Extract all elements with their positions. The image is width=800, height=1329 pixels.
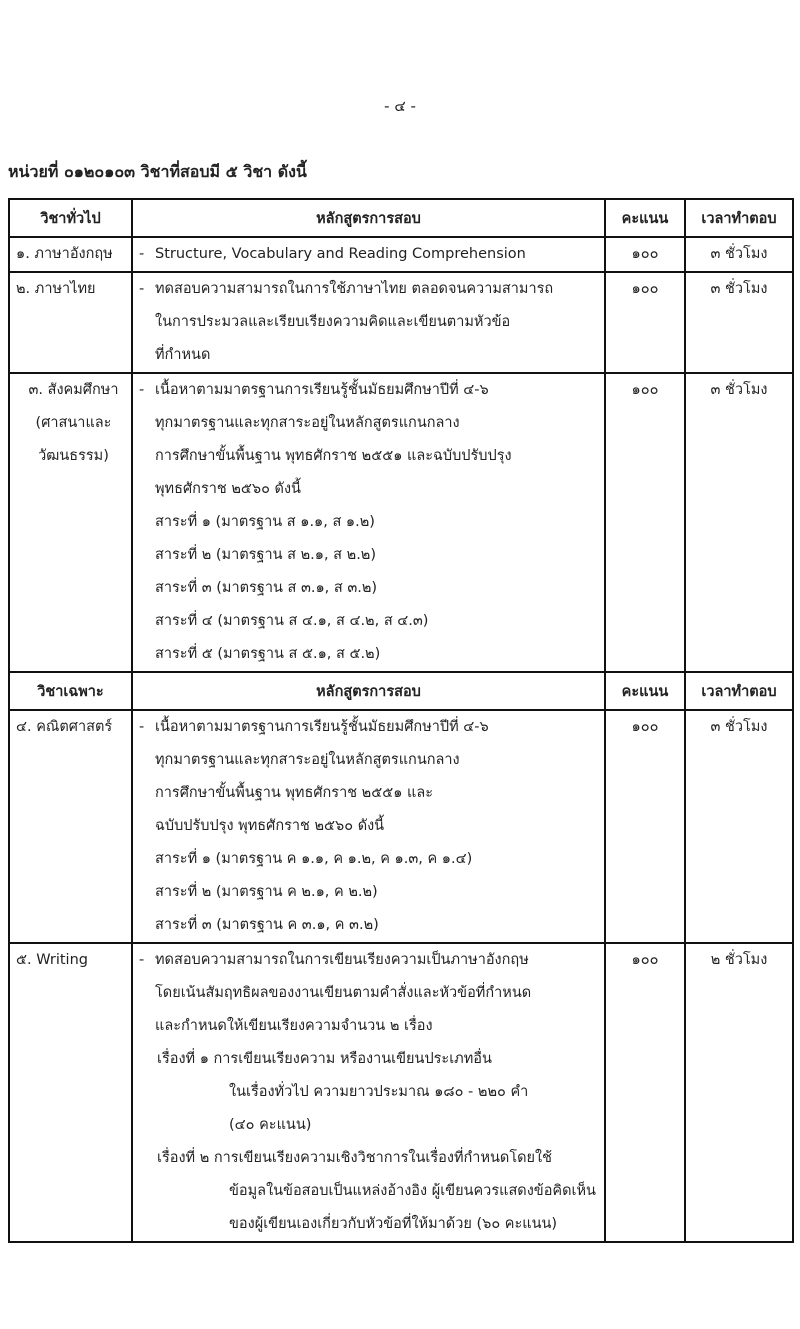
curriculum-line: ฉบับปรับปรุง พุทธศักราช ๒๕๖๐ ดังนี้ xyxy=(155,818,385,834)
curriculum-line: พุทธศักราช ๒๕๖๐ ดังนี้ xyxy=(155,481,301,497)
curriculum-line: สาระที่ ๒ (มาตรฐาน ส ๒.๑, ส ๒.๒) xyxy=(155,547,377,563)
score-cell xyxy=(605,710,685,943)
header-subject: วิชาทั่วไป xyxy=(9,199,132,237)
page-number: - ๔ - xyxy=(384,97,416,115)
score-value: ๑๐๐ xyxy=(631,382,659,398)
exam-table xyxy=(8,198,794,1243)
time-cell xyxy=(685,272,793,373)
curriculum-cell xyxy=(132,710,605,943)
table-row xyxy=(9,943,793,1242)
subject-name: วัฒนธรรม) xyxy=(38,448,109,464)
time-value: ๓ ชั่วโมง xyxy=(710,246,768,262)
score-value: ๑๐๐ xyxy=(631,281,659,297)
header-curriculum: หลักสูตรการสอบ xyxy=(132,199,605,237)
time-value: ๓ ชั่วโมง xyxy=(710,719,768,735)
subject-cell xyxy=(9,272,132,373)
topic-label: เรื่องที่ ๒ xyxy=(157,1150,210,1166)
time-cell xyxy=(685,943,793,1242)
time-value: ๓ ชั่วโมง xyxy=(710,281,768,297)
header-time: เวลาทำตอบ xyxy=(685,199,793,237)
curriculum-line: ที่กำหนด xyxy=(155,347,211,363)
curriculum-line: การศึกษาขั้นพื้นฐาน พุทธศักราช ๒๕๕๑ และ xyxy=(155,785,434,801)
curriculum-line: การศึกษาขั้นพื้นฐาน พุทธศักราช ๒๕๕๑ และฉบับปรับปรุง xyxy=(155,448,512,464)
subject-name: ๒. ภาษาไทย xyxy=(16,281,96,297)
time-cell xyxy=(685,237,793,272)
topic-line: ในเรื่องทั่วไป ความยาวประมาณ ๑๘๐ - ๒๒๐ คำ xyxy=(229,1084,529,1100)
subject-name: ๕. Writing xyxy=(16,952,88,968)
curriculum-cell xyxy=(132,237,605,272)
curriculum-line: สาระที่ ๔ (มาตรฐาน ส ๔.๑, ส ๔.๒, ส ๔.๓) xyxy=(155,613,429,629)
table-row xyxy=(9,710,793,943)
score-cell xyxy=(605,237,685,272)
header-score: คะแนน xyxy=(605,199,685,237)
curriculum-line: สาระที่ ๑ (มาตรฐาน ค ๑.๑, ค ๑.๒, ค ๑.๓, ค ๑.๔) xyxy=(155,851,473,867)
curriculum-line: เนื้อหาตามมาตรฐานการเรียนรู้ชั้นมัธยมศึกษาปีที่ ๔-๖ xyxy=(155,382,489,398)
section-heading: หน่วยที่ ๐๑๒๐๑๐๓ วิชาที่สอบมี ๕ วิชา ดังนี้ xyxy=(8,162,307,181)
subject-cell xyxy=(9,943,132,1242)
bullet-dash: - xyxy=(139,719,145,735)
curriculum-line: ทดสอบความสามารถในการเขียนเรียงความเป็นภาษาอังกฤษ xyxy=(155,952,529,968)
curriculum-line: เนื้อหาตามมาตรฐานการเรียนรู้ชั้นมัธยมศึกษาปีที่ ๔-๖ xyxy=(155,719,489,735)
header-subject: วิชาเฉพาะ xyxy=(9,672,132,710)
bullet-dash: - xyxy=(139,952,145,968)
topic-label: เรื่องที่ ๑ xyxy=(157,1051,209,1067)
curriculum-line: สาระที่ ๕ (มาตรฐาน ส ๕.๑, ส ๕.๒) xyxy=(155,646,381,662)
topic-line: ข้อมูลในข้อสอบเป็นแหล่งอ้างอิง ผู้เขียนควรแสดงข้อคิดเห็น xyxy=(229,1183,596,1199)
time-value: ๒ ชั่วโมง xyxy=(710,952,768,968)
curriculum-line: สาระที่ ๒ (มาตรฐาน ค ๒.๑, ค ๒.๒) xyxy=(155,884,378,900)
curriculum-line: ทดสอบความสามารถในการใช้ภาษาไทย ตลอดจนความสามารถ xyxy=(155,281,554,297)
curriculum-line: สาระที่ ๓ (มาตรฐาน ส ๓.๑, ส ๓.๒) xyxy=(155,580,378,596)
subject-cell xyxy=(9,710,132,943)
table-row xyxy=(9,373,793,672)
header-curriculum: หลักสูตรการสอบ xyxy=(132,672,605,710)
curriculum-cell xyxy=(132,943,605,1242)
time-value: ๓ ชั่วโมง xyxy=(710,382,768,398)
bullet-dash: - xyxy=(139,246,145,262)
table-header-specific xyxy=(9,672,793,710)
curriculum-line: Structure, Vocabulary and Reading Comprehension xyxy=(155,246,526,262)
subject-name: (ศาสนาและ xyxy=(35,415,112,431)
curriculum-cell xyxy=(132,373,605,672)
table-header-general xyxy=(9,199,793,237)
topic-line: การเขียนเรียงความเชิงวิชาการในเรื่องที่กำหนดโดยใช้ xyxy=(213,1150,552,1166)
score-value: ๑๐๐ xyxy=(631,952,659,968)
score-cell xyxy=(605,373,685,672)
curriculum-line: สาระที่ ๑ (มาตรฐาน ส ๑.๑, ส ๑.๒) xyxy=(155,514,375,530)
curriculum-line: และกำหนดให้เขียนเรียงความจำนวน ๒ เรื่อง xyxy=(155,1018,433,1034)
curriculum-line: ทุกมาตรฐานและทุกสาระอยู่ในหลักสูตรแกนกลาง xyxy=(155,752,460,768)
header-score: คะแนน xyxy=(605,672,685,710)
subject-cell xyxy=(9,237,132,272)
subject-cell xyxy=(9,373,132,672)
score-value: ๑๐๐ xyxy=(631,719,659,735)
curriculum-line: โดยเน้นสัมฤทธิผลของงานเขียนตามคำสั่งและหัวข้อที่กำหนด xyxy=(155,985,532,1001)
topic-line: (๔๐ คะแนน) xyxy=(229,1117,312,1133)
subject-name: ๑. ภาษาอังกฤษ xyxy=(16,246,113,262)
curriculum-line: สาระที่ ๓ (มาตรฐาน ค ๓.๑, ค ๓.๒) xyxy=(155,917,379,933)
curriculum-line: ในการประมวลและเรียบเรียงความคิดและเขียนตามหัวข้อ xyxy=(155,314,511,330)
bullet-dash: - xyxy=(139,281,145,297)
subject-name: ๔. คณิตศาสตร์ xyxy=(16,719,113,735)
topic-line: ของผู้เขียนเองเกี่ยวกับหัวข้อที่ให้มาด้วย (๖๐ คะแนน) xyxy=(229,1216,558,1232)
score-cell xyxy=(605,943,685,1242)
table-row xyxy=(9,272,793,373)
subject-name: ๓. สังคมศึกษา xyxy=(28,382,119,398)
bullet-dash: - xyxy=(139,382,145,398)
time-cell xyxy=(685,710,793,943)
score-value: ๑๐๐ xyxy=(631,246,659,262)
curriculum-cell xyxy=(132,272,605,373)
time-cell xyxy=(685,373,793,672)
header-time: เวลาทำตอบ xyxy=(685,672,793,710)
table-row xyxy=(9,237,793,272)
curriculum-line: ทุกมาตรฐานและทุกสาระอยู่ในหลักสูตรแกนกลาง xyxy=(155,415,460,431)
score-cell xyxy=(605,272,685,373)
topic-line: การเขียนเรียงความ หรืองานเขียนประเภทอื่น xyxy=(213,1051,492,1067)
